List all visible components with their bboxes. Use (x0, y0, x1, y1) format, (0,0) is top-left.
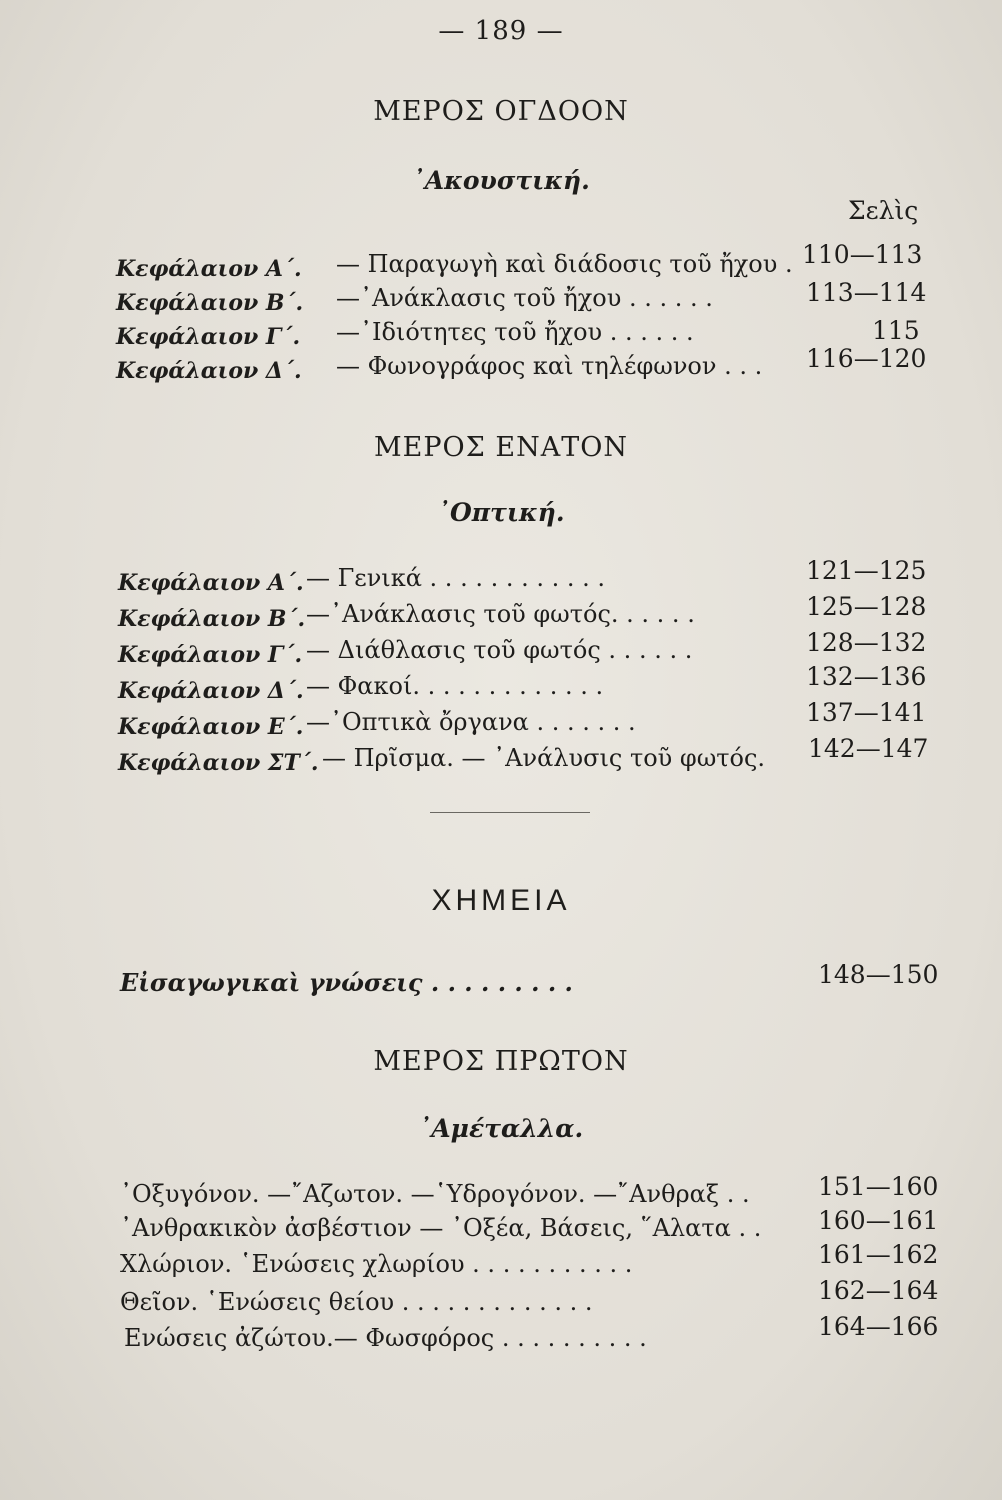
toc-entry (0, 1276, 1002, 1316)
chapter-title: — Φωνογράφος καὶ τηλέφωνον . . . (336, 352, 763, 380)
chapter-label: Κεφάλαιον Γ΄. (116, 324, 301, 350)
toc-entry (0, 734, 1002, 776)
page-range: 148—150 (818, 960, 939, 989)
chapter-label: Κεφάλαιον Ε΄. (118, 714, 304, 740)
chapter-title: —᾿Ανάκλασις τοῦ ἤχου . . . . . . (336, 284, 713, 312)
toc-entry (0, 592, 1002, 632)
page-range: 128—132 (806, 628, 927, 657)
chapter-label: Κεφάλαιον ΣΤ΄. (118, 750, 319, 776)
page-range: 160—161 (818, 1206, 939, 1235)
chapter-label: Κεφάλαιον Α΄. (118, 570, 304, 596)
chapter-title: —᾿Οπτικὰ ὄργανα . . . . . . . (306, 708, 636, 736)
page-range: 164—166 (818, 1312, 939, 1341)
column-heading: Σελὶς (848, 196, 919, 225)
chapter-title: —᾿Ανάκλασις τοῦ φωτός. . . . . . (306, 600, 695, 628)
page-number: — 189 — (438, 16, 564, 46)
page-range: 161—162 (818, 1240, 939, 1269)
subject-title: ᾿Ακουστική. (412, 166, 590, 195)
chapter-title: — Διάθλασις τοῦ φωτός . . . . . . (306, 636, 693, 664)
toc-entry (0, 278, 1002, 318)
chapter-label: Κεφάλαιον Α΄. (116, 256, 302, 282)
toc-entry (0, 1172, 1002, 1206)
page-range: 151—160 (818, 1172, 939, 1201)
chapter-label: Κεφάλαιον Δ΄. (116, 358, 302, 384)
chapter-title: — Πρῖσμα. — ᾿Ανάλυσις τοῦ φωτός. (322, 744, 766, 772)
subject-title: ᾿Οπτική. (437, 498, 565, 527)
chapter-label: Κεφάλαιον Γ΄. (118, 642, 303, 668)
toc-entry (0, 1312, 1002, 1352)
page-range: 110—113 (802, 240, 923, 269)
entry-title: Θεῖον. ῾Ενώσεις θείου . . . . . . . . . . . . . (120, 1288, 593, 1316)
entry-title: Χλώριον. ῾Ενώσεις χλωρίου . . . . . . . . . . . (120, 1250, 633, 1278)
chapter-label: Κεφάλαιον Β΄. (118, 606, 306, 632)
chapter-title: — Γενικά . . . . . . . . . . . . (306, 564, 606, 592)
toc-entry (0, 960, 1002, 997)
chapter-title: — Παραγωγὴ καὶ διάδοσις τοῦ ἤχου . (336, 250, 793, 278)
part-title: ΜΕΡΟΣ ΕΝΑΤΟΝ (374, 432, 628, 463)
divider-rule (430, 812, 590, 813)
chapter-label: Κεφάλαιον Β΄. (116, 290, 304, 316)
page-range: 137—141 (806, 698, 927, 727)
page-range: 132—136 (806, 662, 927, 691)
chapter-title: — Φακοί. . . . . . . . . . . . . (306, 672, 604, 700)
page-range: 142—147 (808, 734, 929, 763)
page-range: 113—114 (806, 278, 927, 307)
part-title: ΜΕΡΟΣ ΠΡΩΤΟΝ (373, 1046, 629, 1077)
toc-entry (0, 556, 1002, 596)
page-range: 115 (872, 316, 920, 345)
part-title: ΜΕΡΟΣ ΟΓΔΟΟΝ (373, 96, 629, 127)
chemistry-title: ΧΗΜΕΙΑ (431, 884, 571, 917)
page-range: 162—164 (818, 1276, 939, 1305)
chapter-label: Κεφάλαιον Δ΄. (118, 678, 304, 704)
entry-title: Ενώσεις ἀζώτου.— Φωσφόρος . . . . . . . . . . (124, 1324, 647, 1352)
toc-entry (0, 344, 1002, 386)
toc-entry (0, 1206, 1002, 1240)
page-range: 121—125 (806, 556, 927, 585)
subject-title: ᾿Αμέταλλα. (418, 1114, 584, 1143)
entry-title: ᾿Οξυγόνον. —῎Αζωτον. —῾Υδρογόνον. —῎Ανθραξ . . (120, 1180, 750, 1208)
chapter-title: —᾿Ιδιότητες τοῦ ἤχου . . . . . . (336, 318, 694, 346)
entry-title: ᾿Ανθρακικὸν ἀσβέστιον — ᾿Οξέα, Βάσεις, ῞Αλατα . . (120, 1214, 762, 1242)
page-range: 116—120 (806, 344, 927, 373)
intro-label: Εἰσαγωγικαὶ γνώσεις . . . . . . . . . (120, 968, 573, 997)
page-range: 125—128 (806, 592, 927, 621)
toc-entry (0, 1240, 1002, 1278)
